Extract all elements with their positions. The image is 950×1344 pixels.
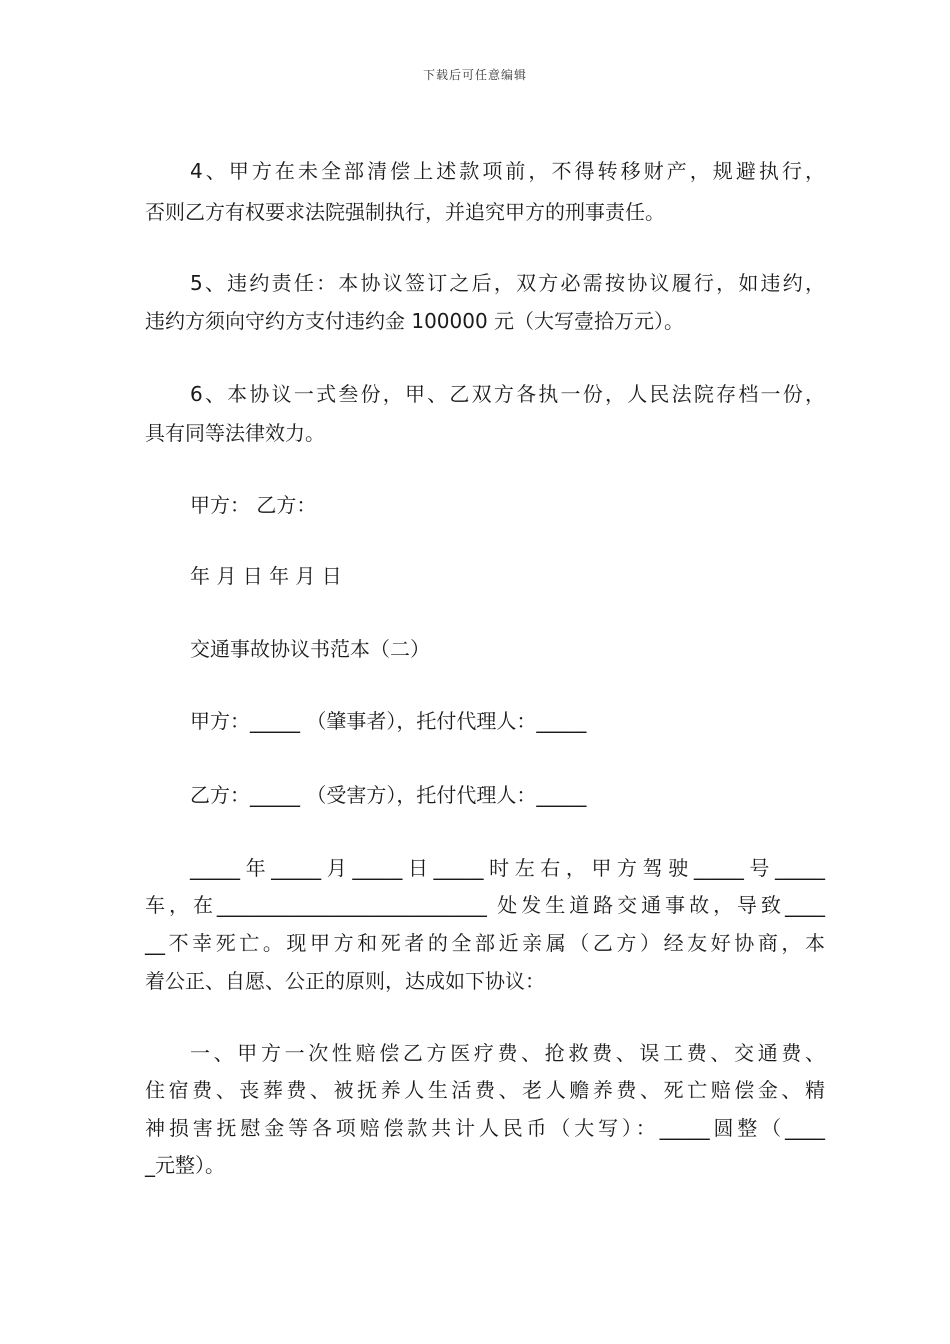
party-b-line: 乙方：_____ （受害方），托付代理人：_____ (190, 783, 587, 807)
item-1-line-2: 住宿费、丧葬费、被抚养人生活费、老人赡养费、死亡赔偿金、精 (145, 1078, 825, 1102)
clause-5-line-2: 违约方须向守约方支付违约金 100000 元（大写壹拾万元）。 (145, 309, 685, 333)
incident-paragraph-line-1: _____年_____月_____日_____时左右，甲方驾驶_____号_____ (190, 856, 825, 880)
page-header-watermark: 下载后可任意编辑 (422, 68, 527, 82)
signature-parties: 甲方： 乙方： (190, 493, 317, 517)
clause-6-line-2: 具有同等法律效力。 (145, 421, 325, 445)
incident-paragraph-line-4: 着公正、自愿、公正的原则，达成如下协议： (145, 969, 545, 993)
signature-dates: 年 月 日 年 月 日 (190, 564, 342, 588)
clause-4-line-2: 否则乙方有权要求法院强制执行，并追究甲方的刑事责任。 (145, 200, 665, 224)
item-1-line-4: _元整）。 (145, 1153, 225, 1177)
item-1-line-1: 一、甲方一次性赔偿乙方医疗费、抢救费、误工费、交通费、 (190, 1041, 825, 1065)
item-1-line-3: 神损害抚慰金等各项赔偿款共计人民币（大写）：_____圆整（____ (145, 1116, 825, 1140)
section-2-title: 交通事故协议书范本（二） (190, 637, 430, 661)
incident-paragraph-line-3: __不幸死亡。现甲方和死者的全部近亲属（乙方）经友好协商，本 (145, 931, 825, 955)
incident-paragraph-line-2: 车，在___________________________ 处发生道路交通事故，导致____ (145, 893, 825, 917)
clause-4-line-1: 4、甲方在未全部清偿上述款项前，不得转移财产，规避执行， (190, 159, 825, 183)
clause-6-line-1: 6、本协议一式叁份，甲、乙双方各执一份，人民法院存档一份， (190, 382, 825, 406)
party-a-line: 甲方：_____ （肇事者），托付代理人：_____ (190, 709, 587, 733)
clause-5-line-1: 5、违约责任：本协议签订之后，双方必需按协议履行，如违约， (190, 271, 825, 295)
